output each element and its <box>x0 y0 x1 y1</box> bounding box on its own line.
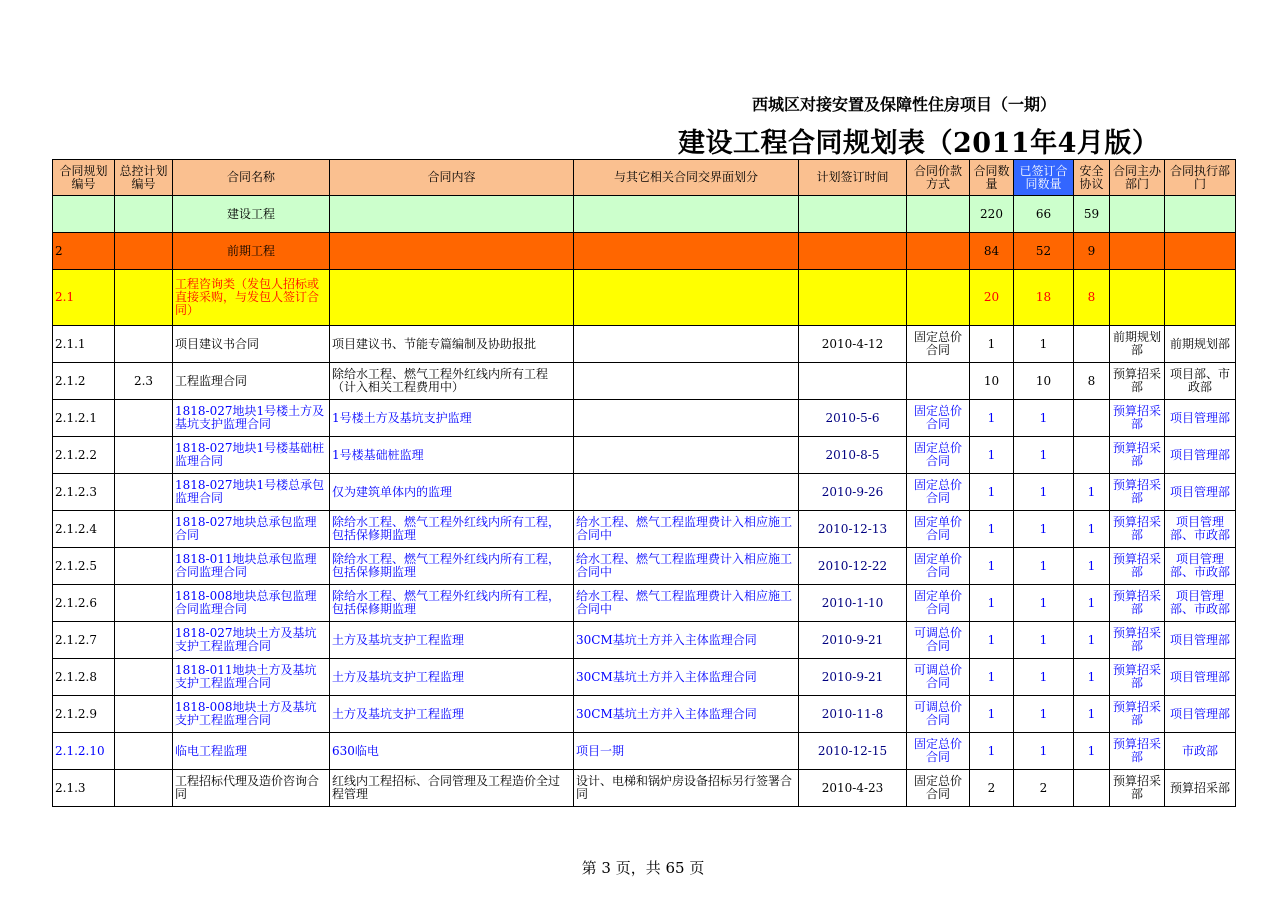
cell-safety <box>1074 400 1110 437</box>
col-header-safety: 安全协议 <box>1074 160 1110 196</box>
cell-contract-name: 工程咨询类（发包人招标或直接采购，与发包人签订合同） <box>173 270 330 326</box>
cell-price-type <box>907 196 970 233</box>
cell-host-dept: 预算招采部 <box>1110 770 1165 807</box>
cell-safety: 9 <box>1074 233 1110 270</box>
cell-price-type: 固定总价合同 <box>907 770 970 807</box>
cell-quantity: 1 <box>970 659 1014 696</box>
cell-interface <box>574 400 799 437</box>
document-title: 建设工程合同规划表（2011年4月版） <box>678 128 1160 159</box>
cell-host-dept: 预算招采部 <box>1110 437 1165 474</box>
cell-plan-date <box>799 363 907 400</box>
cell-signed-quantity: 18 <box>1014 270 1074 326</box>
cell-price-type: 固定单价合同 <box>907 548 970 585</box>
cell-price-type <box>907 233 970 270</box>
cell-host-dept <box>1110 270 1165 326</box>
cell-quantity: 1 <box>970 400 1014 437</box>
cell-price-type <box>907 270 970 326</box>
cell-exec-dept: 项目部、市政部 <box>1165 363 1236 400</box>
cell-safety: 59 <box>1074 196 1110 233</box>
cell-contract-name: 临电工程监理 <box>173 733 330 770</box>
table-row <box>53 511 1236 548</box>
cell-master-plan-no <box>115 326 173 363</box>
cell-interface: 30CM基坑土方并入主体监理合同 <box>574 622 799 659</box>
cell-contract-content <box>330 270 574 326</box>
cell-price-type: 可调总价合同 <box>907 696 970 733</box>
cell-contract-content: 红线内工程招标、合同管理及工程造价全过程管理 <box>330 770 574 807</box>
cell-safety: 1 <box>1074 474 1110 511</box>
cell-quantity: 1 <box>970 622 1014 659</box>
cell-contract-no: 2.1.2.6 <box>53 585 115 622</box>
cell-contract-name: 前期工程 <box>173 233 330 270</box>
cell-signed-quantity: 1 <box>1014 400 1074 437</box>
cell-plan-date: 2010-9-26 <box>799 474 907 511</box>
cell-contract-content: 630临电 <box>330 733 574 770</box>
cell-contract-no: 2.1.2.8 <box>53 659 115 696</box>
cell-master-plan-no <box>115 270 173 326</box>
cell-quantity: 1 <box>970 437 1014 474</box>
cell-quantity: 1 <box>970 548 1014 585</box>
cell-contract-content <box>330 233 574 270</box>
table-row <box>53 696 1236 733</box>
cell-contract-name: 工程招标代理及造价咨询合同 <box>173 770 330 807</box>
cell-host-dept: 前期规划部 <box>1110 326 1165 363</box>
cell-price-type: 固定单价合同 <box>907 511 970 548</box>
cell-plan-date <box>799 196 907 233</box>
cell-signed-quantity: 1 <box>1014 326 1074 363</box>
cell-quantity: 1 <box>970 733 1014 770</box>
cell-safety: 1 <box>1074 622 1110 659</box>
cell-plan-date: 2010-4-23 <box>799 770 907 807</box>
cell-contract-no: 2.1.3 <box>53 770 115 807</box>
cell-contract-content: 土方及基坑支护工程监理 <box>330 696 574 733</box>
cell-exec-dept: 前期规划部 <box>1165 326 1236 363</box>
cell-master-plan-no <box>115 733 173 770</box>
cell-signed-quantity: 1 <box>1014 474 1074 511</box>
cell-safety: 1 <box>1074 696 1110 733</box>
cell-plan-date: 2010-12-22 <box>799 548 907 585</box>
cell-host-dept: 预算招采部 <box>1110 659 1165 696</box>
cell-price-type: 固定单价合同 <box>907 585 970 622</box>
cell-contract-name: 工程监理合同 <box>173 363 330 400</box>
cell-plan-date: 2010-1-10 <box>799 585 907 622</box>
cell-quantity: 1 <box>970 326 1014 363</box>
cell-contract-no <box>53 196 115 233</box>
cell-master-plan-no <box>115 474 173 511</box>
cell-contract-no: 2.1.2.4 <box>53 511 115 548</box>
cell-master-plan-no <box>115 659 173 696</box>
cell-quantity: 84 <box>970 233 1014 270</box>
cell-plan-date <box>799 270 907 326</box>
cell-price-type: 固定总价合同 <box>907 474 970 511</box>
table-row <box>53 585 1236 622</box>
cell-signed-quantity: 1 <box>1014 585 1074 622</box>
cell-exec-dept: 项目管理部、市政部 <box>1165 511 1236 548</box>
cell-exec-dept <box>1165 270 1236 326</box>
cell-safety: 1 <box>1074 548 1110 585</box>
cell-price-type: 可调总价合同 <box>907 622 970 659</box>
cell-contract-no: 2.1.2.9 <box>53 696 115 733</box>
table-row <box>53 733 1236 770</box>
cell-safety: 8 <box>1074 270 1110 326</box>
table-row <box>53 400 1236 437</box>
cell-price-type: 固定总价合同 <box>907 326 970 363</box>
table-row <box>53 548 1236 585</box>
cell-signed-quantity: 52 <box>1014 233 1074 270</box>
cell-exec-dept: 项目管理部 <box>1165 474 1236 511</box>
cell-contract-content: 除给水工程、燃气工程外红线内所有工程（计入相关工程费用中） <box>330 363 574 400</box>
cell-contract-content: 除给水工程、燃气工程外红线内所有工程，包括保修期监理 <box>330 511 574 548</box>
cell-signed-quantity: 1 <box>1014 548 1074 585</box>
cell-quantity: 2 <box>970 770 1014 807</box>
cell-quantity: 1 <box>970 696 1014 733</box>
cell-contract-content: 土方及基坑支护工程监理 <box>330 622 574 659</box>
cell-price-type: 固定总价合同 <box>907 437 970 474</box>
cell-host-dept: 预算招采部 <box>1110 696 1165 733</box>
cell-contract-no: 2.1.2.2 <box>53 437 115 474</box>
cell-exec-dept: 项目管理部 <box>1165 659 1236 696</box>
cell-signed-quantity: 1 <box>1014 437 1074 474</box>
cell-exec-dept: 项目管理部、市政部 <box>1165 585 1236 622</box>
cell-host-dept: 预算招采部 <box>1110 548 1165 585</box>
cell-interface <box>574 437 799 474</box>
col-header-plan-date: 计划签订时间 <box>799 160 907 196</box>
cell-master-plan-no <box>115 400 173 437</box>
table-row <box>53 474 1236 511</box>
table-row <box>53 326 1236 363</box>
cell-quantity: 20 <box>970 270 1014 326</box>
cell-host-dept: 预算招采部 <box>1110 474 1165 511</box>
cell-quantity: 1 <box>970 585 1014 622</box>
cell-interface <box>574 196 799 233</box>
cell-safety: 1 <box>1074 585 1110 622</box>
col-header-interface: 与其它相关合同交界面划分 <box>574 160 799 196</box>
cell-signed-quantity: 1 <box>1014 511 1074 548</box>
cell-contract-no: 2.1.2.1 <box>53 400 115 437</box>
col-header-signed-quantity: 已签订合同数量 <box>1014 160 1074 196</box>
col-header-price-type: 合同价款方式 <box>907 160 970 196</box>
cell-master-plan-no <box>115 622 173 659</box>
cell-contract-name: 1818-027地块1号楼土方及基坑支护监理合同 <box>173 400 330 437</box>
cell-contract-name: 1818-027地块土方及基坑支护工程监理合同 <box>173 622 330 659</box>
cell-interface <box>574 233 799 270</box>
cell-signed-quantity: 1 <box>1014 622 1074 659</box>
table-row <box>53 233 1236 270</box>
cell-exec-dept: 市政部 <box>1165 733 1236 770</box>
cell-master-plan-no <box>115 233 173 270</box>
cell-contract-name: 1818-011地块总承包监理合同监理合同 <box>173 548 330 585</box>
cell-contract-name: 项目建议书合同 <box>173 326 330 363</box>
cell-contract-content: 1号楼基础桩监理 <box>330 437 574 474</box>
cell-contract-no: 2 <box>53 233 115 270</box>
table-row <box>53 622 1236 659</box>
cell-interface <box>574 270 799 326</box>
cell-signed-quantity: 66 <box>1014 196 1074 233</box>
cell-host-dept: 预算招采部 <box>1110 400 1165 437</box>
cell-plan-date: 2010-12-13 <box>799 511 907 548</box>
cell-contract-content: 除给水工程、燃气工程外红线内所有工程，包括保修期监理 <box>330 585 574 622</box>
document-subtitle: 西城区对接安置及保障性住房项目（一期） <box>752 95 1057 114</box>
cell-safety: 1 <box>1074 733 1110 770</box>
cell-exec-dept: 项目管理部 <box>1165 437 1236 474</box>
cell-quantity: 1 <box>970 474 1014 511</box>
cell-master-plan-no <box>115 437 173 474</box>
cell-plan-date: 2010-5-6 <box>799 400 907 437</box>
cell-signed-quantity: 1 <box>1014 696 1074 733</box>
cell-master-plan-no <box>115 548 173 585</box>
cell-interface: 30CM基坑土方并入主体监理合同 <box>574 696 799 733</box>
cell-safety: 8 <box>1074 363 1110 400</box>
cell-exec-dept: 项目管理部 <box>1165 400 1236 437</box>
cell-contract-no: 2.1.2.10 <box>53 733 115 770</box>
cell-safety: 1 <box>1074 659 1110 696</box>
cell-contract-content: 除给水工程、燃气工程外红线内所有工程，包括保修期监理 <box>330 548 574 585</box>
cell-plan-date: 2010-9-21 <box>799 659 907 696</box>
cell-signed-quantity: 10 <box>1014 363 1074 400</box>
cell-contract-name: 1818-027地块1号楼基础桩监理合同 <box>173 437 330 474</box>
cell-exec-dept: 预算招采部 <box>1165 770 1236 807</box>
contract-plan-table <box>52 159 1236 807</box>
cell-signed-quantity: 1 <box>1014 733 1074 770</box>
table-row <box>53 196 1236 233</box>
table-header-row <box>53 160 1236 196</box>
cell-host-dept: 预算招采部 <box>1110 511 1165 548</box>
cell-exec-dept <box>1165 233 1236 270</box>
cell-contract-no: 2.1.1 <box>53 326 115 363</box>
cell-safety <box>1074 437 1110 474</box>
cell-host-dept: 预算招采部 <box>1110 363 1165 400</box>
cell-contract-name: 1818-008地块土方及基坑支护工程监理合同 <box>173 696 330 733</box>
cell-price-type: 固定总价合同 <box>907 400 970 437</box>
cell-signed-quantity: 2 <box>1014 770 1074 807</box>
col-header-contract-content: 合同内容 <box>330 160 574 196</box>
cell-contract-content: 土方及基坑支护工程监理 <box>330 659 574 696</box>
cell-contract-name: 1818-027地块总承包监理合同 <box>173 511 330 548</box>
col-header-contract-no: 合同规划编号 <box>53 160 115 196</box>
cell-interface: 30CM基坑土方并入主体监理合同 <box>574 659 799 696</box>
cell-interface <box>574 363 799 400</box>
cell-quantity: 10 <box>970 363 1014 400</box>
cell-host-dept <box>1110 233 1165 270</box>
cell-interface: 给水工程、燃气工程监理费计入相应施工合同中 <box>574 548 799 585</box>
cell-price-type: 可调总价合同 <box>907 659 970 696</box>
cell-interface: 给水工程、燃气工程监理费计入相应施工合同中 <box>574 511 799 548</box>
cell-plan-date: 2010-9-21 <box>799 622 907 659</box>
cell-master-plan-no <box>115 585 173 622</box>
cell-price-type <box>907 363 970 400</box>
cell-contract-content <box>330 196 574 233</box>
page-footer: 第 3 页，共 65 页 <box>581 859 705 877</box>
table-row <box>53 659 1236 696</box>
cell-price-type: 固定总价合同 <box>907 733 970 770</box>
table-row <box>53 270 1236 326</box>
cell-host-dept: 预算招采部 <box>1110 622 1165 659</box>
cell-quantity: 220 <box>970 196 1014 233</box>
cell-interface <box>574 474 799 511</box>
cell-contract-name: 1818-027地块1号楼总承包监理合同 <box>173 474 330 511</box>
cell-plan-date: 2010-12-15 <box>799 733 907 770</box>
cell-host-dept: 预算招采部 <box>1110 585 1165 622</box>
cell-master-plan-no <box>115 196 173 233</box>
cell-contract-no: 2.1.2.3 <box>53 474 115 511</box>
cell-exec-dept: 项目管理部 <box>1165 696 1236 733</box>
col-header-master-plan-no: 总控计划编号 <box>115 160 173 196</box>
cell-plan-date: 2010-8-5 <box>799 437 907 474</box>
cell-contract-name: 1818-011地块土方及基坑支护工程监理合同 <box>173 659 330 696</box>
cell-interface: 项目一期 <box>574 733 799 770</box>
cell-contract-no: 2.1 <box>53 270 115 326</box>
cell-quantity: 1 <box>970 511 1014 548</box>
cell-contract-name: 建设工程 <box>173 196 330 233</box>
cell-safety: 1 <box>1074 511 1110 548</box>
cell-exec-dept: 项目管理部 <box>1165 622 1236 659</box>
cell-safety <box>1074 770 1110 807</box>
cell-master-plan-no <box>115 770 173 807</box>
cell-host-dept: 预算招采部 <box>1110 733 1165 770</box>
cell-contract-no: 2.1.2.7 <box>53 622 115 659</box>
cell-interface <box>574 326 799 363</box>
cell-contract-no: 2.1.2.5 <box>53 548 115 585</box>
cell-plan-date: 2010-4-12 <box>799 326 907 363</box>
col-header-exec-dept: 合同执行部门 <box>1165 160 1236 196</box>
cell-signed-quantity: 1 <box>1014 659 1074 696</box>
cell-plan-date: 2010-11-8 <box>799 696 907 733</box>
col-header-host-dept: 合同主办部门 <box>1110 160 1165 196</box>
cell-contract-content: 项目建议书、节能专篇编制及协助报批 <box>330 326 574 363</box>
col-header-quantity: 合同数量 <box>970 160 1014 196</box>
cell-exec-dept <box>1165 196 1236 233</box>
cell-safety <box>1074 326 1110 363</box>
cell-master-plan-no <box>115 511 173 548</box>
cell-exec-dept: 项目管理部、市政部 <box>1165 548 1236 585</box>
cell-host-dept <box>1110 196 1165 233</box>
cell-contract-content: 仅为建筑单体内的监理 <box>330 474 574 511</box>
cell-contract-name: 1818-008地块总承包监理合同监理合同 <box>173 585 330 622</box>
cell-interface: 设计、电梯和锅炉房设备招标另行签署合同 <box>574 770 799 807</box>
cell-contract-content: 1号楼土方及基坑支护监理 <box>330 400 574 437</box>
cell-interface: 给水工程、燃气工程监理费计入相应施工合同中 <box>574 585 799 622</box>
table-row <box>53 770 1236 807</box>
cell-master-plan-no: 2.3 <box>115 363 173 400</box>
cell-contract-no: 2.1.2 <box>53 363 115 400</box>
table-row <box>53 437 1236 474</box>
cell-master-plan-no <box>115 696 173 733</box>
col-header-contract-name: 合同名称 <box>173 160 330 196</box>
table-row <box>53 363 1236 400</box>
cell-plan-date <box>799 233 907 270</box>
